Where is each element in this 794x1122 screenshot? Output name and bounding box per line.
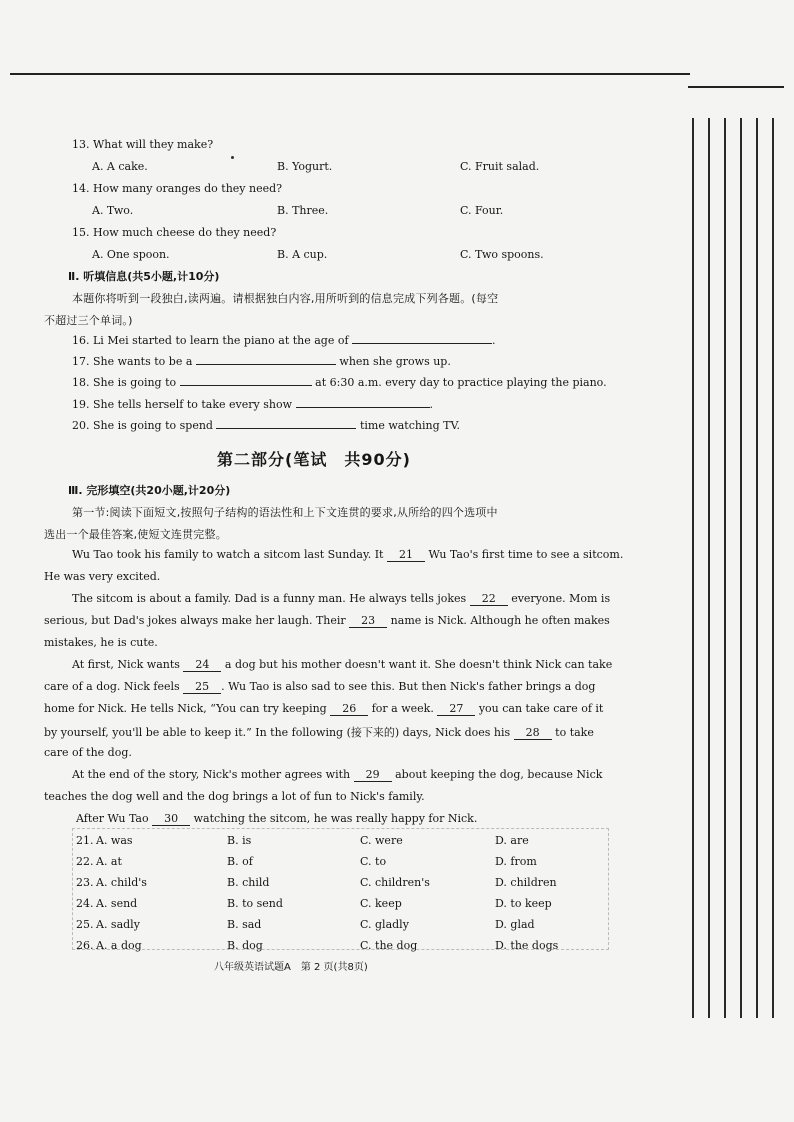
section-title: Ⅱ. 听填信息(共5小题,计10分) <box>68 270 220 283</box>
choice-option[interactable]: D. children <box>495 876 557 889</box>
cloze-blank-29[interactable]: 29 <box>354 768 392 782</box>
option: C. Four. <box>460 204 504 217</box>
passage-line <box>44 724 594 740</box>
item-text: Li Mei started to learn the piano at the age of <box>93 334 349 347</box>
option: C. Two spoons. <box>460 248 544 261</box>
answer-blank[interactable] <box>296 407 430 408</box>
fill-item-20 <box>72 419 460 432</box>
instruction: 第一节:阅读下面短文,按照句子结构的语法性和上下文连贯的要求,从所给的四个选项中 <box>72 506 498 519</box>
question-number: 19. <box>72 398 90 411</box>
choice-option[interactable]: C. keep <box>360 897 402 910</box>
fill-item-18 <box>72 376 607 389</box>
choice-option[interactable]: C. gladly <box>360 918 409 931</box>
option: C. Fruit salad. <box>460 160 540 173</box>
option: A. Two. <box>92 204 134 217</box>
passage-text: everyone. Mom is <box>511 592 611 605</box>
choice-option[interactable]: A. at <box>96 855 122 868</box>
top-border-line <box>10 73 690 75</box>
choice-option[interactable]: B. to send <box>227 897 283 910</box>
cloze-blank-23[interactable]: 23 <box>349 614 387 628</box>
passage-text: Wu Tao's first time to see a sitcom. <box>428 548 624 561</box>
question-number: 15. <box>72 226 90 239</box>
passage-line <box>44 702 603 716</box>
question-number: 14. <box>72 182 90 195</box>
instruction: 本题你将听到一段独白,读两遍。请根据独白内容,用所听到的信息完成下列各题。(每空 <box>72 292 499 305</box>
choice-option[interactable]: A. child's <box>96 876 147 889</box>
question-number: 18. <box>72 376 90 389</box>
choice-option[interactable]: C. children's <box>360 876 430 889</box>
choice-number: 25. <box>76 918 94 931</box>
answer-blank[interactable] <box>180 385 312 386</box>
item-text: when she grows up. <box>339 355 451 368</box>
passage-line: He was very excited. <box>44 570 161 583</box>
choice-option[interactable]: D. glad <box>495 918 535 931</box>
passage-text: After Wu Tao <box>76 812 149 825</box>
passage-text: At the end of the story, Nick's mother agrees with <box>72 768 351 781</box>
question-text: What will they make? <box>93 138 214 151</box>
question-number: 16. <box>72 334 90 347</box>
item-text: at 6:30 a.m. every day to practice playing the piano. <box>315 376 607 389</box>
question-number: 17. <box>72 355 90 368</box>
choice-option[interactable]: B. sad <box>227 918 262 931</box>
binding-line <box>772 118 774 1018</box>
choice-option[interactable]: B. of <box>227 855 253 868</box>
passage-line: mistakes, he is cute. <box>44 636 158 649</box>
binding-line <box>692 118 694 1018</box>
passage-line <box>72 592 610 606</box>
fill-item-19 <box>72 398 433 411</box>
item-text: She is going to spend <box>93 419 213 432</box>
passage-text: for a week. <box>371 702 434 715</box>
choice-option[interactable]: A. sadly <box>96 918 140 931</box>
option: A. One spoon. <box>92 248 170 261</box>
passage-text: home for Nick. He tells Nick, “You can try keeping <box>44 702 327 715</box>
passage-line <box>44 614 610 628</box>
passage-text: by yourself, you'll be able to keep it.” In the following (接下来的) days, Nick does his <box>44 726 511 739</box>
passage-text: to take <box>555 726 594 739</box>
cloze-blank-21[interactable]: 21 <box>387 548 425 562</box>
binding-line <box>756 118 758 1018</box>
cloze-blank-26[interactable]: 26 <box>330 702 368 716</box>
question-15 <box>72 226 276 239</box>
instruction: 不超过三个单词。) <box>44 314 133 327</box>
cloze-blank-25[interactable]: 25 <box>183 680 221 694</box>
passage-text: you can take care of it <box>478 702 604 715</box>
choice-option[interactable]: D. to keep <box>495 897 552 910</box>
option: B. Yogurt. <box>277 160 333 173</box>
binding-line <box>740 118 742 1018</box>
choice-number: 21. <box>76 834 94 847</box>
question-13 <box>72 138 213 151</box>
passage-line <box>76 812 477 826</box>
question-14 <box>72 182 282 195</box>
answer-blank[interactable] <box>352 343 492 344</box>
right-border-line <box>688 86 784 88</box>
choice-option[interactable]: B. dog <box>227 939 263 952</box>
choice-option[interactable]: D. from <box>495 855 537 868</box>
passage-text: The sitcom is about a family. Dad is a funny man. He always tells jokes <box>72 592 467 605</box>
passage-text: name is Nick. Although he often makes <box>390 614 610 627</box>
choice-option[interactable]: A. a dog <box>96 939 142 952</box>
cloze-blank-28[interactable]: 28 <box>514 726 552 740</box>
passage-text: care of a dog. Nick feels <box>44 680 180 693</box>
choice-option[interactable]: C. the dog <box>360 939 418 952</box>
passage-text: . Wu Tao is also sad to see this. But then Nick's father brings a dog <box>221 680 596 693</box>
passage-text: watching the sitcom, he was really happy for Nick. <box>193 812 478 825</box>
question-text: How many oranges do they need? <box>93 182 283 195</box>
choice-option[interactable]: D. the dogs <box>495 939 559 952</box>
cloze-blank-30[interactable]: 30 <box>152 812 190 826</box>
question-number: 13. <box>72 138 90 151</box>
passage-line: teaches the dog well and the dog brings a lot of fun to Nick's family. <box>44 790 425 803</box>
passage-line <box>72 658 612 672</box>
passage-text: Wu Tao took his family to watch a sitcom last Sunday. It <box>72 548 384 561</box>
choice-number: 23. <box>76 876 94 889</box>
question-number: 20. <box>72 419 90 432</box>
passage-text: At first, Nick wants <box>72 658 180 671</box>
choice-number: 24. <box>76 897 94 910</box>
part-title: 第二部分(笔试 共90分) <box>217 450 411 469</box>
choice-number: 26. <box>76 939 94 952</box>
fill-item-17 <box>72 355 451 368</box>
choice-option[interactable]: B. is <box>227 834 252 847</box>
binding-line <box>724 118 726 1018</box>
fill-item-16 <box>72 334 496 347</box>
item-text: She is going to <box>93 376 177 389</box>
item-text: She wants to be a <box>93 355 193 368</box>
answer-blank[interactable] <box>216 428 356 429</box>
answer-blank[interactable] <box>196 364 336 365</box>
item-text: time watching TV. <box>359 419 460 432</box>
choice-option[interactable]: C. were <box>360 834 403 847</box>
item-text: . <box>429 398 433 411</box>
page-footer: 八年级英语试题A 第 2 页(共8页) <box>214 962 368 973</box>
choice-option[interactable]: D. are <box>495 834 529 847</box>
choice-number: 22. <box>76 855 94 868</box>
passage-line: care of the dog. <box>44 746 132 759</box>
question-text: How much cheese do they need? <box>93 226 277 239</box>
option: A. A cake. <box>92 160 148 173</box>
choice-option[interactable]: A. was <box>96 834 133 847</box>
passage-line <box>72 768 602 782</box>
passage-text: serious, but Dad's jokes always make her laugh. Their <box>44 614 346 627</box>
choice-option[interactable]: B. child <box>227 876 270 889</box>
binding-line <box>708 118 710 1018</box>
scan-speck <box>231 156 234 159</box>
passage-text: about keeping the dog, because Nick <box>395 768 603 781</box>
item-text: . <box>492 334 496 347</box>
passage-text: a dog but his mother doesn't want it. She doesn't think Nick can take <box>224 658 613 671</box>
item-text: She tells herself to take every show <box>93 398 292 411</box>
cloze-blank-22[interactable]: 22 <box>470 592 508 606</box>
instruction: 选出一个最佳答案,使短文连贯完整。 <box>44 528 227 541</box>
option: B. A cup. <box>277 248 328 261</box>
cloze-blank-27[interactable]: 27 <box>437 702 475 716</box>
option: B. Three. <box>277 204 329 217</box>
passage-line <box>72 548 623 562</box>
choice-option[interactable]: C. to <box>360 855 387 868</box>
section-title: Ⅲ. 完形填空(共20小题,计20分) <box>68 484 231 497</box>
passage-line <box>44 680 595 694</box>
choice-option[interactable]: A. send <box>96 897 138 910</box>
cloze-blank-24[interactable]: 24 <box>183 658 221 672</box>
